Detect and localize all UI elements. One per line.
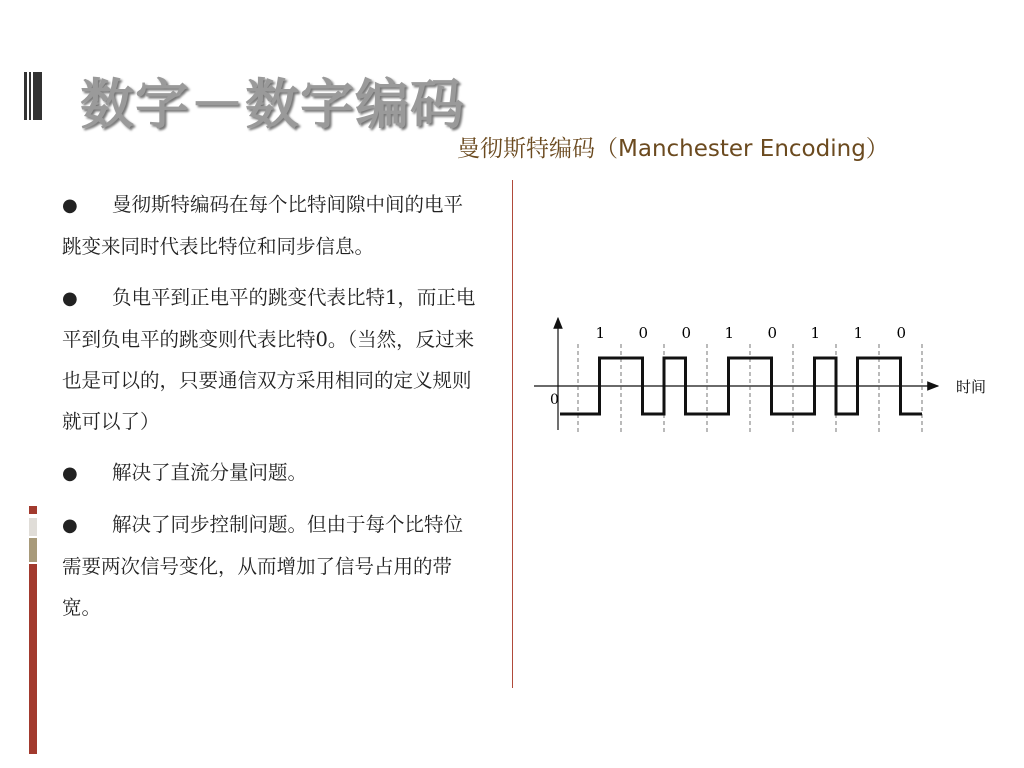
bullet-item: [62, 277, 482, 442]
bullet-item: [62, 504, 482, 628]
bullet-list: [62, 184, 482, 638]
manchester-waveform-diagram: [526, 300, 1006, 450]
bit-label: 1: [724, 324, 735, 342]
bit-label: 1: [810, 324, 821, 342]
bullet-text: 解决了直流分量问题。: [112, 461, 308, 484]
bullet-dot-icon: ●: [62, 288, 78, 309]
bullet-dot-icon: ●: [62, 515, 78, 536]
bit-label: 0: [767, 324, 778, 342]
bullet-item: [62, 184, 482, 267]
bullet-dot-icon: ●: [62, 195, 78, 216]
bullet-dot-icon: ●: [62, 463, 78, 484]
bit-label: 0: [638, 324, 649, 342]
bit-labels: [596, 324, 907, 342]
title-decoration-bars: [24, 72, 42, 120]
bullet-text: 解决了同步控制问题。但由于每个比特位需要两次信号变化，从而增加了信号占用的带宽。: [62, 513, 464, 619]
bit-label: 0: [681, 324, 692, 342]
bullet-text: 负电平到正电平的跳变代表比特1，而正电平到负电平的跳变则代表比特0。（当然，反过来也是可以的，只要通信双方采用相同的定义规则就可以了）: [62, 286, 476, 433]
time-axis-label: 时间: [956, 378, 987, 396]
bit-label: 1: [853, 324, 864, 342]
bit-label: 0: [896, 324, 907, 342]
slide-title: 数字－数字编码: [80, 73, 465, 136]
slide-subtitle: 曼彻斯特编码（Manchester Encoding）: [457, 136, 889, 162]
bullet-text: 曼彻斯特编码在每个比特间隙中间的电平跳变来同时代表比特位和同步信息。: [62, 193, 464, 258]
bullet-item: [62, 452, 482, 494]
bit-label: 1: [595, 324, 606, 342]
zero-level-label: 0: [550, 392, 559, 408]
column-divider: [512, 180, 513, 688]
